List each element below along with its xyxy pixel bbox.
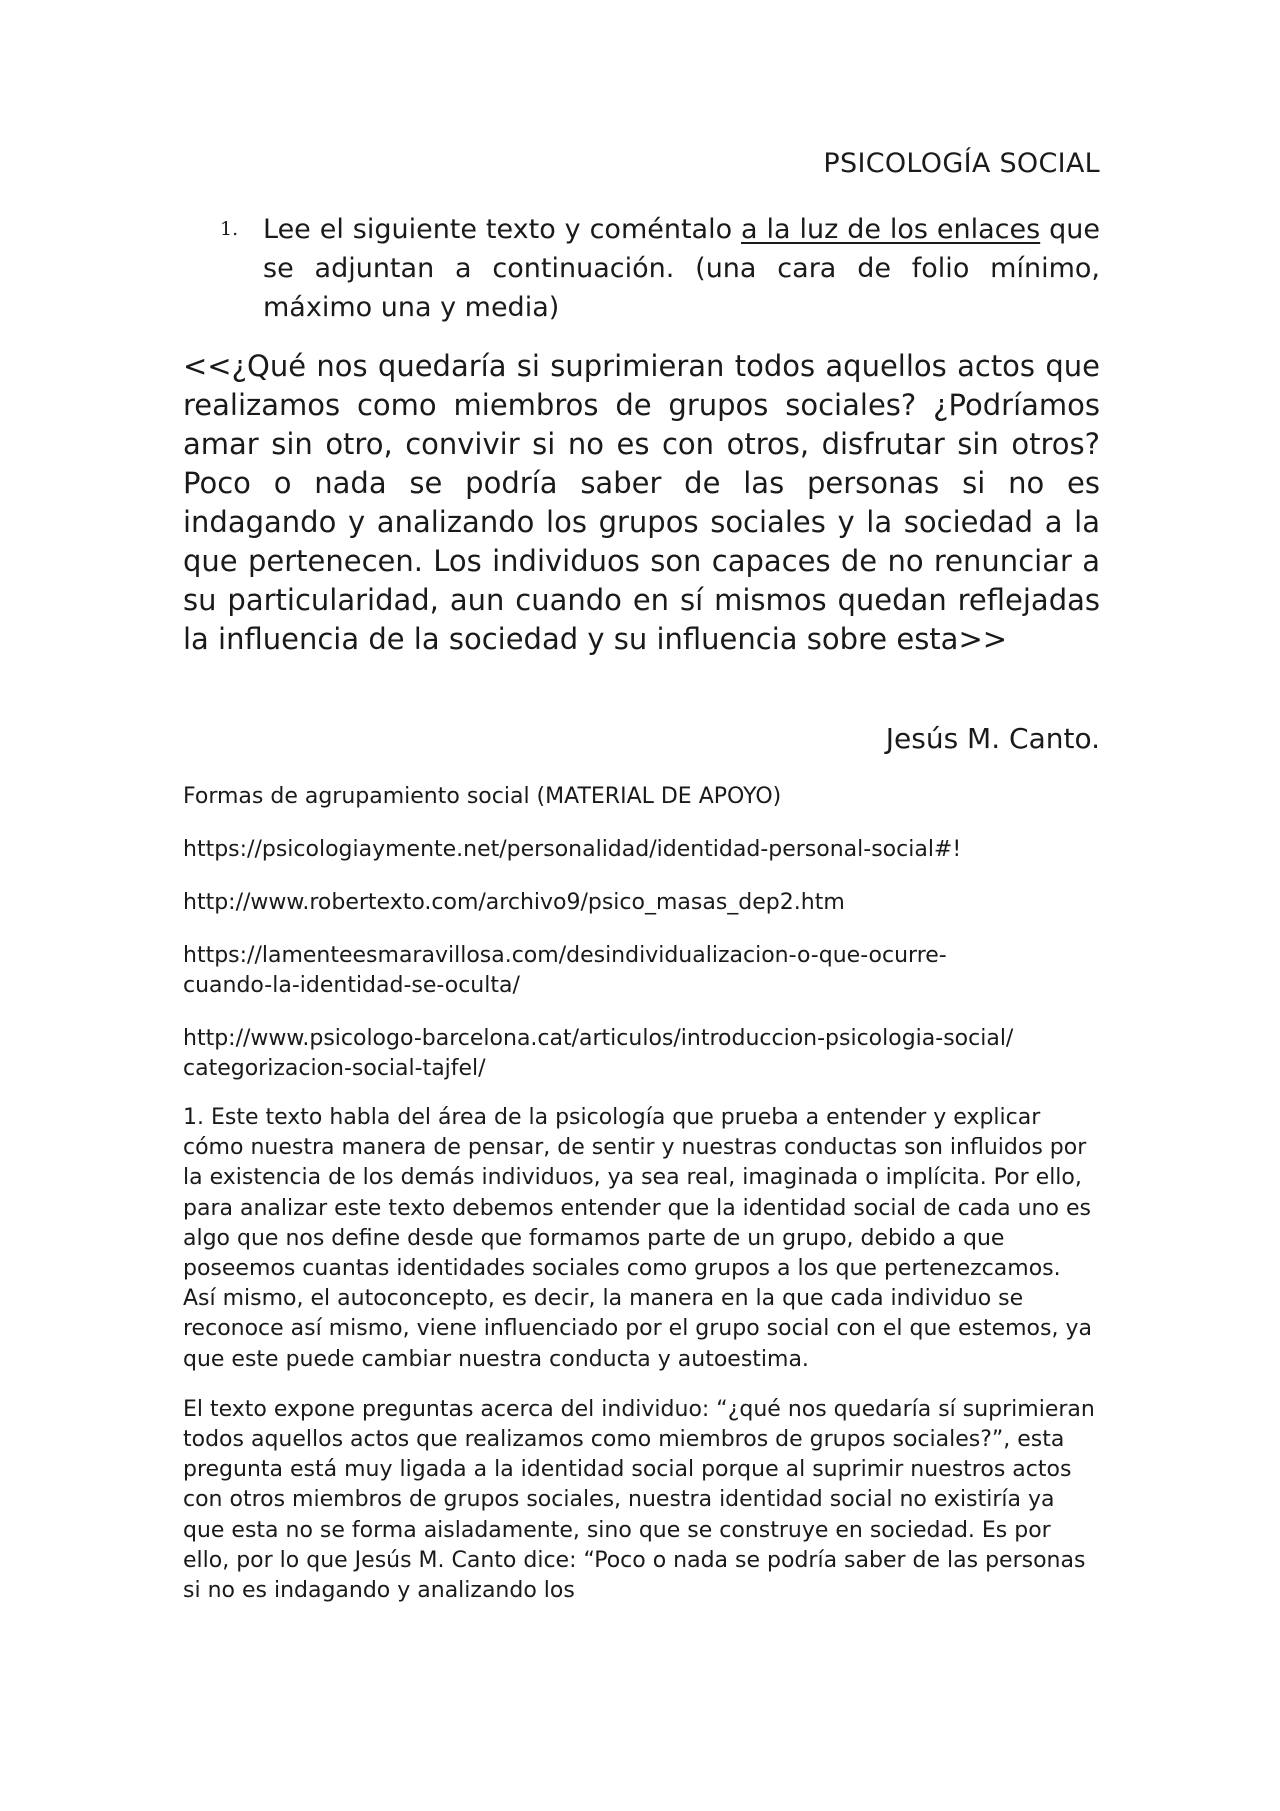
answer-paragraph: 1. Este texto habla del área de la psicología que prueba a entender y explicar cómo nuestra manera de pensar, de sentir y nuestras conductas son influidos por la existencia de los demás individuos, ya sea real, imaginada o implícita. Por ello, para analizar este texto debemos entender que la identidad social de cada uno es algo que nos define desde que formamos parte de un grupo, debido a que poseemos cuantas identidades sociales como grupos a los que pertenezcamos. Así mismo, el autoconcepto, es decir, la manera en la que cada individuo se reconoce así mismo, viene influenciado por el grupo social con el que estemos, ya que este puede cambiar nuestra conducta y autoestima. (183, 1105, 1092, 1372)
link-item[interactable]: http://www.psicologo-barcelona.cat/articulos/introduccion-psicologia-social/ categorizacion-social-tajfel/ (183, 1026, 1014, 1081)
question-underlined-text: a la luz de los enlaces (741, 214, 1041, 245)
link-item[interactable]: https://psicologiaymente.net/personalidad/identidad-personal-social#! (183, 837, 962, 862)
question-text (263, 210, 1100, 327)
question-text-before: Lee el siguiente texto y coméntalo (263, 214, 742, 245)
answer-body (183, 1103, 1100, 1626)
document-page (183, 0, 1100, 1811)
link-item[interactable]: https://lamenteesmaravillosa.com/desindividualizacion-o-que-ocurre- cuando-la-identidad-se-oculta/ (183, 943, 947, 998)
quote-author: Jesús M. Canto. (885, 722, 1100, 755)
support-material-label: Formas de agrupamiento social (MATERIAL DE APOYO) (183, 784, 782, 809)
document-title: PSICOLOGÍA SOCIAL (823, 148, 1100, 179)
link-item[interactable]: http://www.robertexto.com/archivo9/psico_masas_dep2.htm (183, 890, 845, 915)
answer-paragraph: El texto expone preguntas acerca del individuo: “¿qué nos quedaría sí suprimieran todos aquellos actos que realizamos como miembros de grupos sociales?”, esta pregunta está muy ligada a la identidad social porque al suprimir nuestros actos con otros miembros de grupos sociales, nuestra identidad social no existiría ya que esta no se forma aisladamente, sino que se construye en sociedad. Es por ello, por lo que Jesús M. Canto dice: “Poco o nada se podría saber de las personas si no es indagando y analizando los (183, 1396, 1095, 1604)
links-list (183, 782, 1100, 1107)
question-text-after: que se adjuntan a continuación. (una cara de folio mínimo, máximo una y media) (263, 214, 1100, 323)
question-number: 1. (220, 218, 239, 240)
question-item (221, 210, 1100, 327)
quote-block: <<¿Qué nos quedaría si suprimieran todos aquellos actos que realizamos como miembros de grupos sociales? ¿Podríamos amar sin otro, convivir si no es con otros, disfrutar sin otros? Poco o nada se podría saber de las personas si no es indagando y analizando los grupos sociales y la sociedad a la que pertenecen. Los individuos son capaces de no renunciar a su particularidad, aun cuando en sí mismos quedan reflejadas la influencia de la sociedad y su influencia sobre esta>> (183, 349, 1100, 656)
